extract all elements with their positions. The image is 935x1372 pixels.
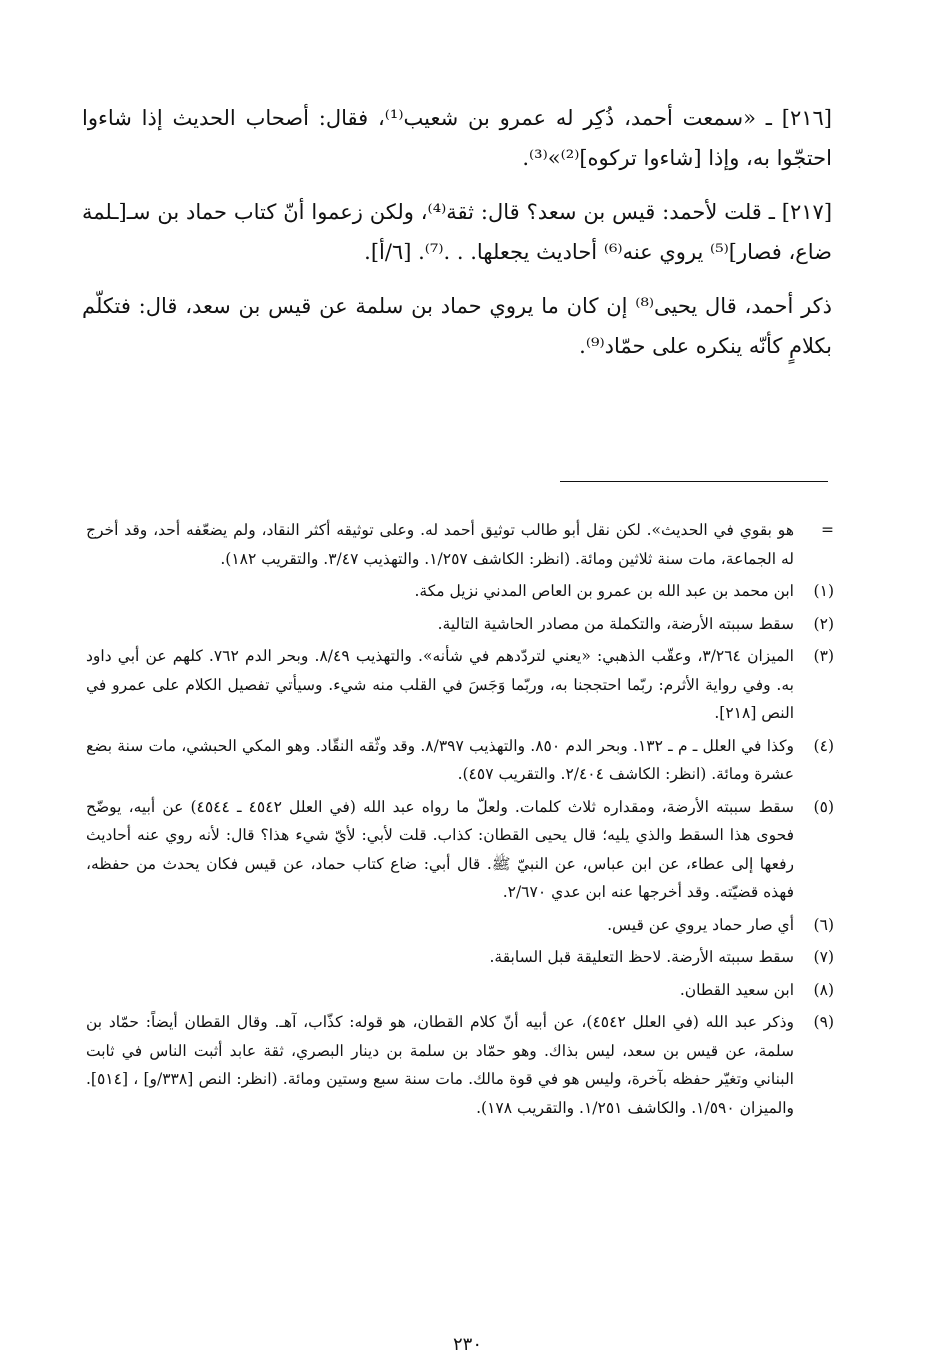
footnote-number: (٤) [813, 736, 834, 755]
footnote-text: وذكر عبد الله (في العلل ٤٥٤٢)، عن أبيه أنّ كلام القطان، هو قوله: كذّاب، آهـ. وقال القطان أيضاً: حمّاد بن سلمة، عن قيس بن سعد، ليس بذاك. وهو حمّاد بن سلمة بن دينار البصري، ثقة عابد أثبت الناس في ثابت البناني وتغيّر حفظه بآخرة، وليس هو في قوة مالك. مات سنة سبع وستين ومائة. (انظر: النص [٣٣٨/و] ، [٥١٤]. والميزان ١/٥٩٠. والكاشف ١/٢٥١. والتقريب ١٧٨). [86, 1013, 794, 1117]
footnote-number: (٥) [813, 797, 834, 816]
footnote-6 [86, 911, 834, 940]
footnote-text: ابن محمد بن عبد الله بن عمرو بن العاص المدني نزيل مكة. [414, 582, 794, 600]
footnote-number: (٧) [813, 948, 834, 966]
page-number: ٢٣٠ [452, 1334, 482, 1355]
footnote-number: (٨) [813, 980, 834, 999]
footnote-text: الميزان ٣/٢٦٤، وعقّب الذهبي: «يعني لتردّدهم في شأنه». والتهذيب ٨/٤٩. وبحر الدم ٧٦٢. كلهم عن أبي داود به. وفي رواية الأثرم: ربّما احتججنا به، وربّما وَجَسَ في القلب منه شيء. وسيأتي تفصيل الكلام على عمرو في النص [٢١٨]. [86, 647, 794, 722]
footnote-text: سقط سببته الأرضة. لاحظ التعليقة قبل السابقة. [489, 948, 794, 966]
footnote-5 [86, 793, 834, 907]
footnote-separator [560, 481, 828, 482]
main-text [82, 98, 832, 380]
footnote-text: هو بقوي في الحديث». لكن نقل أبو طالب توثيق أحمد له. وعلى توثيقه أكثر النقاد، ولم يضعّفه أحد، وقد أخرج له الجماعة، مات سنة ثلاثين ومائة. (انظر: الكاشف ١/٢٥٧. والتهذيب ٣/٤٧. والتقريب ١٨٢). [86, 521, 794, 568]
footnote-text: سقط سببته الأرضة، ومقداره ثلاث كلمات. ولعلّ ما رواه عبد الله (في العلل ٤٥٤٢ ـ ٤٥٤٤) عن أبيه، يوضّح فحوى هذا السقط والذي يليه؛ قال يحيى القطان: كذاب. قلت لأبي: لأيّ شيء هذا؟ قال: لأنه روي عنه أحاديث رفعها إلى عطاء، عن ابن عباس، عن النبيّ ﷺ. قال أبي: ضاع كتاب حماد، عن قيس فكان يحدث من حفظه، فهذه قضيّته. وقد أخرجها عنه ابن عدي ٢/٦٧٠. [86, 797, 794, 901]
footnotes [86, 516, 834, 1126]
footnote-number: (٢) [813, 614, 834, 633]
footnote-text: ابن سعيد القطان. [679, 980, 794, 999]
footnote-text: سقط سببته الأرضة، والتكملة من مصادر الحاشية التالية. [437, 614, 794, 633]
footnote-3 [86, 642, 834, 728]
footnote-7 [86, 943, 834, 972]
footnote-1 [86, 577, 834, 606]
paragraph-217: [٢١٧] ـ قلت لأحمد: قيس بن سعد؟ قال: ثقة⁽⁴⁾، ولكن زعموا أنّ كتاب حماد بن سـ[ـلمة ضاع، فصار]⁽⁵⁾ يروي عنه⁽⁶⁾ أحاديث يجعلها. . .⁽⁷⁾. [٦/أ]. [82, 200, 833, 264]
footnote-number: (٣) [813, 647, 834, 665]
footnote-9 [86, 1008, 834, 1122]
footnote-number: (٦) [813, 915, 834, 934]
footnote-text: وكذا في العلل ـ م ـ ١٣٢. وبحر الدم ٨٥٠. والتهذيب ٨/٣٩٧. وقد وثّقه النقّاد. وهو المكي الحبشي، مات سنة بضع عشرة ومائة. (انظر: الكاشف ٢/٤٠٤. والتقريب ٤٥٧). [86, 736, 795, 783]
footnote-number: (١) [813, 582, 834, 600]
footnote-8 [86, 976, 834, 1005]
footnote-number: (٩) [813, 1013, 834, 1031]
footnote-marker: = [821, 521, 834, 539]
footnote-text: أي صار حماد يروي عن قيس. [607, 915, 794, 934]
footnote-2 [86, 610, 834, 639]
paragraph-ahmad-yahya: ذكر أحمد، قال يحيى⁽⁸⁾ إن كان ما يروي حماد بن سلمة عن قيس بن سعد، قال: فتكلّم بكلامٍ كأنّه ينكره على حمّاد⁽⁹⁾. [82, 294, 832, 358]
paragraph-216: [٢١٦] ـ «سمعت أحمد، ذُكِر له عمرو بن شعيب⁽¹⁾، فقال: أصحاب الحديث إذا شاءوا احتجّوا به، وإذا [شاءوا تركوه]⁽²⁾»⁽³⁾. [82, 106, 832, 170]
footnote-continuation [86, 516, 834, 573]
footnote-4 [86, 732, 834, 789]
